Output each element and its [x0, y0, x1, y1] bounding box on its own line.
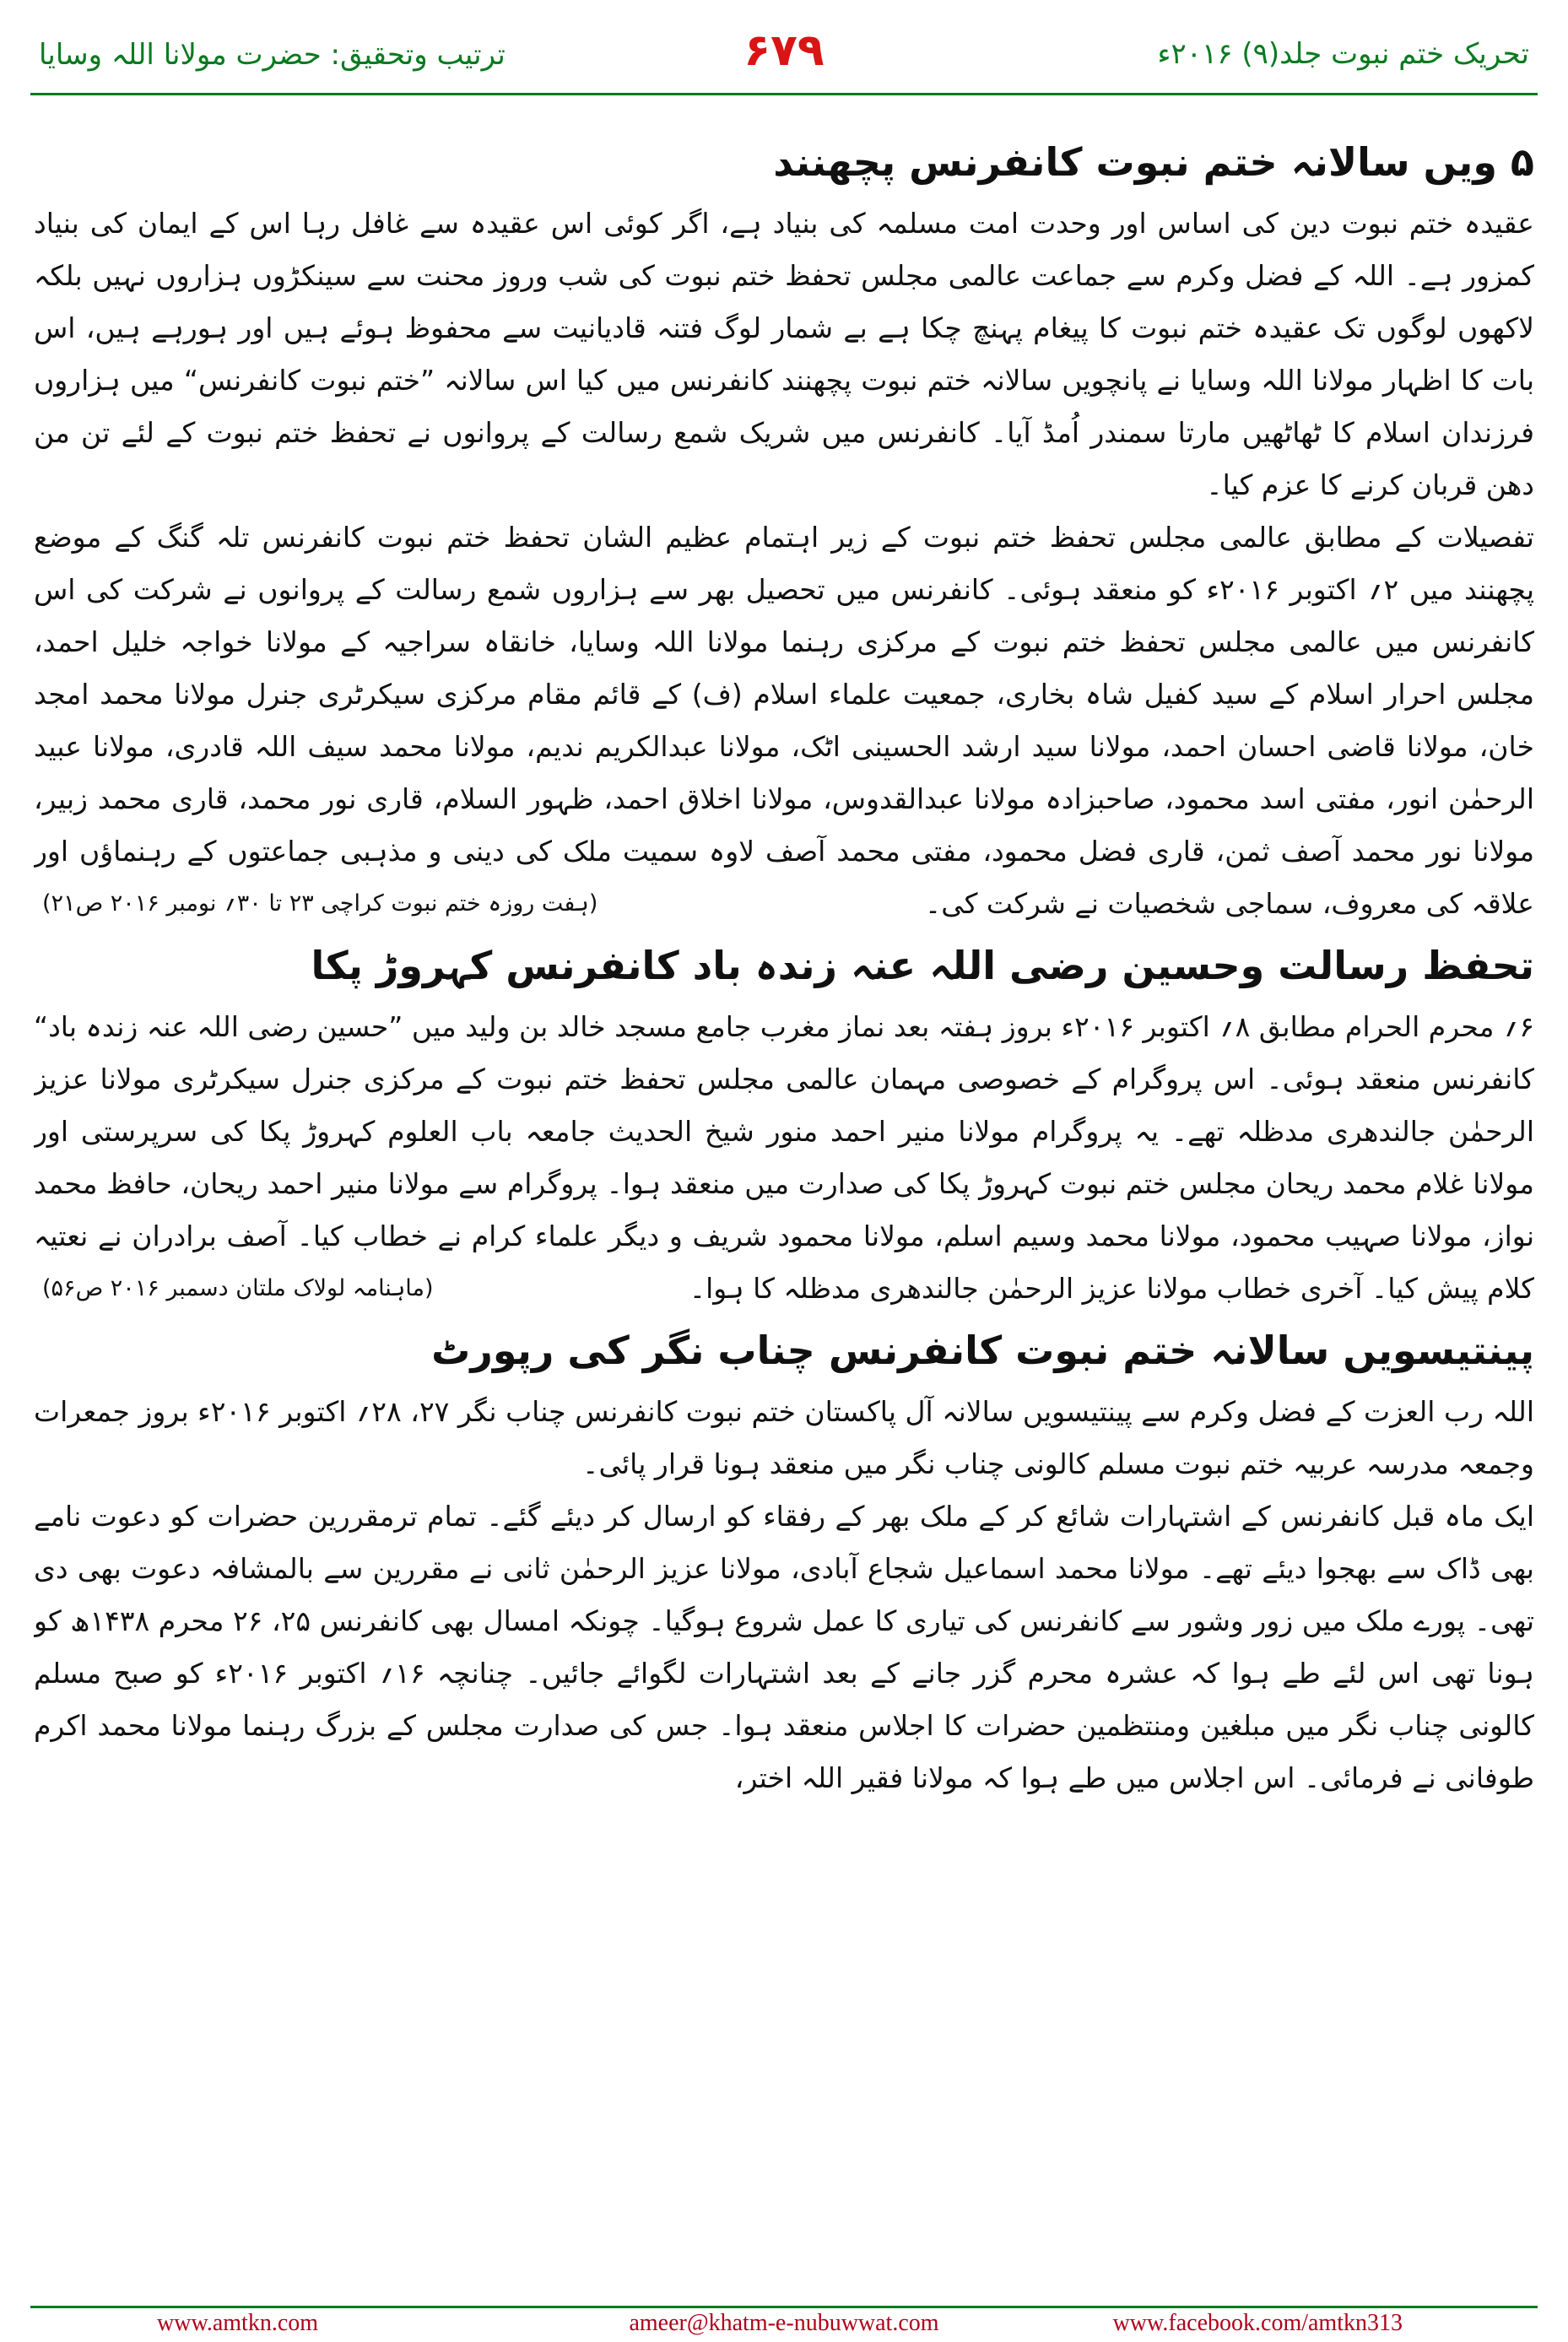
footer-facebook-link[interactable]: www.facebook.com/amtkn313 — [1112, 2310, 1403, 2336]
footer-divider — [30, 2306, 1538, 2308]
section-3-paragraph-1: اللہ رب العزت کے فضل وکرم سے پینتیسویں سالانہ آل پاکستان ختم نبوت کانفرنس چناب نگر ۲۷، ۲۸؍ اکتوبر ۲۰۱۶ء بروز جمعرات وجمعہ مدرسہ عربیہ ختم نبوت مسلم کالونی چناب نگر میں منعقد ہونا قرار پائی۔ — [34, 1395, 1534, 1480]
section-title-3: پینتیسویں سالانہ ختم نبوت کانفرنس چناب نگر کی رپورٹ — [431, 1328, 1534, 1373]
section-2-paragraph-1 — [34, 1001, 1534, 1315]
page-header — [30, 25, 1538, 84]
section-1-paragraph-1: عقیدہ ختم نبوت دین کی اساس اور وحدت امت مسلمہ کی بنیاد ہے، اگر کوئی اس عقیدہ سے غافل رہا اس کے ایمان کی بنیاد کمزور ہے۔ اللہ کے فضل وکرم سے جماعت عالمی مجلس تحفظ ختم نبوت کی شب وروز محنت سے سینکڑوں ہزاروں نہیں بلکہ لاکھوں لوگوں تک عقیدہ ختم نبوت کا پیغام پہنچ چکا ہے بے شمار لوگ فتنہ قادیانیت سے محفوظ ہوئے ہیں اور ہورہے ہیں، اس بات کا اظہار مولانا اللہ وسایا نے پانچویں سالانہ ختم نبوت پچھنند کانفرنس میں کیا اس سالانہ ”ختم نبوت کانفرنس“ میں ہزاروں فرزندان اسلام کا ٹھاٹھیں مارتا سمندر اُمڈ آیا۔ کانفرنس میں شریک شمع رسالت کے پروانوں نے تحفظ ختم نبوت کے لئے تن من دھن قربان کرنے کا عزم کیا۔ — [34, 207, 1534, 501]
page-body — [34, 127, 1534, 2296]
section-2-paragraph-1-text: ۶؍ محرم الحرام مطابق ۸؍ اکتوبر ۲۰۱۶ء بروز ہفتہ بعد نماز مغرب جامع مسجد خالد بن ولید میں ”حسین رضی اللہ عنہ زندہ باد“ کانفرنس منعقد ہوئی۔ اس پروگرام کے خصوصی مہمان عالمی مجلس تحفظ ختم نبوت کے مرکزی جنرل سیکرٹری مولانا عزیز الرحمٰن جالندھری مدظلہ تھے۔ یہ پروگرام مولانا منیر احمد منور شیخ الحدیث جامعہ باب العلوم کہروڑ پکا کی سرپرستی اور مولانا غلام محمد ریحان مجلس ختم نبوت کہروڑ پکا کی صدارت میں منعقد ہوا۔ پروگرام سے مولانا منیر احمد ریحان، حافظ محمد نواز، مولانا صہیب محمود، مولانا محمد وسیم اسلم، مولانا محمود شریف و دیگر علماء کرام نے خطاب کیا۔ آصف برادران نے نعتیہ کلام پیش کیا۔ آخری خطاب مولانا عزیز الرحمٰن جالندھری مدظلہ کا ہوا۔ — [34, 1010, 1534, 1305]
page-footer — [30, 2310, 1538, 2339]
footer-website-link[interactable]: www.amtkn.com — [157, 2310, 319, 2336]
section-title-2: تحفظ رسالت وحسین رضی اللہ عنہ زندہ باد کانفرنس کہروڑ پکا — [311, 943, 1534, 988]
section-3-paragraph-2: ایک ماہ قبل کانفرنس کے اشتہارات شائع کر کے ملک بھر کے رفقاء کو ارسال کر دیئے گئے۔ تمام ترمقررین حضرات کو دعوت نامے بھی ڈاک سے بھجوا دیئے تھے۔ مولانا محمد اسماعیل شجاع آبادی، مولانا عزیز الرحمٰن ثانی نے مقررین سے بالمشافہ دعوت بھی دی تھی۔ پورے ملک میں زور وشور سے کانفرنس کی تیاری کا عمل شروع ہوگیا۔ چونکہ امسال بھی کانفرنس ۲۵، ۲۶ محرم ۱۴۳۸ھ کو ہونا تھی اس لئے طے ہوا کہ عشرہ محرم گزر جانے کے بعد اشتہارات لگوائے جائیں۔ چنانچہ ۱۶؍ اکتوبر ۲۰۱۶ء کو صبح مسلم کالونی چناب نگر میں مبلغین ومنتظمین حضرات کا اجلاس منعقد ہوا۔ جس کی صدارت مجلس کے بزرگ رہنما مولانا محمد اکرم طوفانی نے فرمائی۔ اس اجلاس میں طے ہوا کہ مولانا فقیر اللہ اختر، — [34, 1500, 1534, 1794]
compiler-credit: ترتیب وتحقیق: حضرت مولانا اللہ وسایا — [39, 38, 506, 72]
section-1-reference: (ہفت روزہ ختم نبوت کراچی ۲۳ تا ۳۰؍ نومبر ۲۰۱۶ ص۲۱) — [42, 890, 598, 917]
footer-email-link[interactable]: ameer@khatm-e-nubuwwat.com — [629, 2310, 939, 2336]
book-title: تحریک ختم نبوت جلد(۹) ۲۰۱۶ء — [1157, 37, 1529, 71]
section-1-paragraph-2-text: تفصیلات کے مطابق عالمی مجلس تحفظ ختم نبوت کے زیر اہتمام عظیم الشان تحفظ ختم نبوت کانفرنس تلہ گنگ کے موضع پچھنند میں ۲؍ اکتوبر ۲۰۱۶ء کو منعقد ہوئی۔ کانفرنس میں تحصیل بھر سے ہزاروں شمع رسالت کے پروانوں نے شرکت کی اس کانفرنس میں عالمی مجلس تحفظ ختم نبوت کے مرکزی رہنما مولانا اللہ وسایا، خانقاہ سراجیہ کے مولانا خواجہ خلیل احمد، مجلس احرار اسلام کے سید کفیل شاہ بخاری، جمعیت علماء اسلام (ف) کے قائم مقام مرکزی سیکرٹری جنرل مولانا محمد امجد خان، مولانا قاضی احسان احمد، مولانا سید ارشد الحسینی اٹک، مولانا عبدالکریم ندیم، مولانا محمد سیف اللہ قادری، مولانا عبید الرحمٰن انور، مفتی اسد محمود، صاحبزادہ مولانا عبدالقدوس، مولانا اخلاق احمد، ظہور السلام، قاری نور محمد، قاری محمد زبیر، مولانا نور محمد آصف ثمن، قاری فضل محمود، مفتی محمد آصف لاوہ سمیت ملک کی دینی و مذہبی جماعتوں کے رہنماؤں اور علاقہ کی معروف، سماجی شخصیات نے شرکت کی۔ — [34, 521, 1534, 920]
header-divider — [30, 93, 1538, 95]
page-number: ۶۷۹ — [743, 25, 825, 76]
section-title-1: ۵ ویں سالانہ ختم نبوت کانفرنس پچھنند — [773, 139, 1534, 185]
section-2-reference: (ماہنامہ لولاک ملتان دسمبر ۲۰۱۶ ص۵۶) — [42, 1275, 434, 1301]
section-1-paragraph-2 — [34, 511, 1534, 930]
